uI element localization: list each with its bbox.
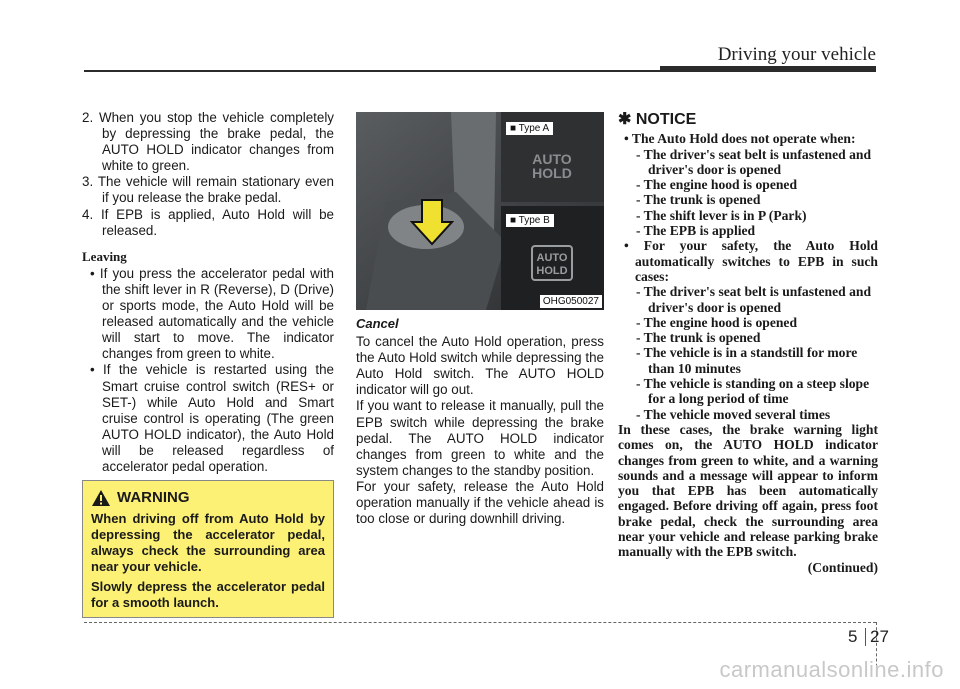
continued-label: (Continued) [807, 559, 878, 575]
section-number: 5 [848, 627, 858, 646]
step-2: 2. When you stop the vehicle completely by depressing the brake pedal, the AUTO HOLD indicator changes from white to green. [82, 110, 334, 174]
notice-paragraph: In these cases, the brake warning light comes on, the AUTO HOLD indicator changes from green to white, and a warning sounds and a message will appear to inform you that EPB has been automatically engaged. Before driving off again, press foot brake pedal, check the surrounding area near your vehicle and release parking brake manually with the EPB switch. [618, 421, 878, 560]
auto-hold-text-b2: HOLD [536, 265, 568, 277]
notice-title: ✱ NOTICE [618, 111, 697, 128]
notice-item: - The vehicle moved several times [636, 406, 831, 422]
leaving-bullet: • If you press the accelerator pedal with the shift lever in R (Reverse), D (Drive) or sports mode, the Auto Hold will be released automatically and the vehicle will start to move. The indicator changes from green to white. [90, 265, 334, 362]
leaving-heading: Leaving [82, 248, 127, 264]
manual-release-text: If you want to release it manually, pull the EPB switch while depressing the brake pedal. The AUTO HOLD indicator changes from green to white and the system changes to the standby position. [356, 398, 604, 478]
warning-text: When driving off from Auto Hold by depressing the accelerator pedal, always check the surrounding area near your vehicle. [91, 511, 325, 574]
footer-rule [84, 622, 876, 623]
notice-item: - The vehicle is standing on a steep slope for a long period of time [636, 376, 870, 407]
notice-item: - The driver's seat belt is unfastened and driver's door is opened [636, 146, 872, 177]
header-rule-accent [660, 66, 876, 72]
cancel-text: To cancel the Auto Hold operation, press the Auto Hold switch while depressing the Auto Hold switch. The AUTO HOLD indicator will go out. [356, 334, 604, 398]
leaving-bullet: • If the vehicle is restarted using the Smart cruise control switch (RES+ or SET-) while Auto Hold and Smart cruise control is operating (The green AUTO HOLD indicator), the Auto Hold will be released regardless of accelerator pedal operation. [90, 362, 334, 474]
warning-title-row [91, 489, 325, 507]
figure-code: OHG050027 [540, 295, 602, 308]
notice-bullet: • The Auto Hold does not operate when: [624, 131, 856, 147]
step-3: 3. The vehicle will remain stationary even if you release the brake pedal. [82, 174, 334, 206]
warning-triangle-icon [91, 489, 111, 507]
notice-item: - The driver's seat belt is unfastened and driver's door is opened [636, 284, 872, 315]
notice-bullet: • For your safety, the Auto Hold automatically switches to EPB in such cases: [624, 238, 878, 284]
notice-item: - The engine hood is opened [636, 177, 798, 193]
leaving-bullet-text: If the vehicle is restarted using the Smart cruise control switch (RES+ or SET-) while Auto Hold and Smart cruise control is operating (The green AUTO HOLD indicator), the Auto Hold will be released regardless of accelerator pedal operation. [102, 362, 334, 474]
page-number: 27 [870, 627, 889, 646]
warning-box [82, 480, 334, 618]
notice-item: - The vehicle is in a standstill for more than 10 minutes [636, 345, 858, 376]
notice-item: - The trunk is opened [636, 192, 761, 208]
notice-item: - The engine hood is opened [636, 314, 798, 330]
notice-item: - The trunk is opened [636, 330, 761, 346]
auto-hold-figure [356, 112, 604, 310]
warning-text: Slowly depress the accelerator pedal for a smooth launch. [91, 579, 325, 610]
step-4: 4. If EPB is applied, Auto Hold will be released. [82, 206, 334, 238]
safety-text: For your safety, release the Auto Hold operation manually if the vehicle ahead is too close or during downhill driving. [356, 478, 604, 527]
middle-column [356, 316, 604, 527]
auto-hold-text-b1: AUTO [536, 252, 568, 264]
header-title: Driving your vehicle [717, 44, 876, 65]
type-a-label: ■ Type A [506, 122, 553, 135]
watermark: carmanualsonline.info [719, 657, 944, 682]
notice-item: - The EPB is applied [636, 223, 756, 239]
leaving-bullet-text: If you press the accelerator pedal with the shift lever in R (Reverse), D (Drive) or sports mode, the Auto Hold will be released automatically and the vehicle will start to move. The indicator changes from green to white. [99, 265, 334, 362]
cancel-caption: Cancel [356, 316, 399, 331]
auto-hold-text-a2: HOLD [532, 165, 572, 181]
console-illustration [356, 112, 604, 310]
type-b-label: ■ Type B [506, 214, 554, 227]
warning-title: WARNING [117, 489, 190, 506]
page-number-separator [865, 628, 866, 646]
notice-column [618, 112, 878, 575]
left-column [82, 110, 334, 475]
auto-hold-text-a1: AUTO [532, 151, 572, 167]
notice-item: - The shift lever is in P (Park) [636, 207, 807, 223]
